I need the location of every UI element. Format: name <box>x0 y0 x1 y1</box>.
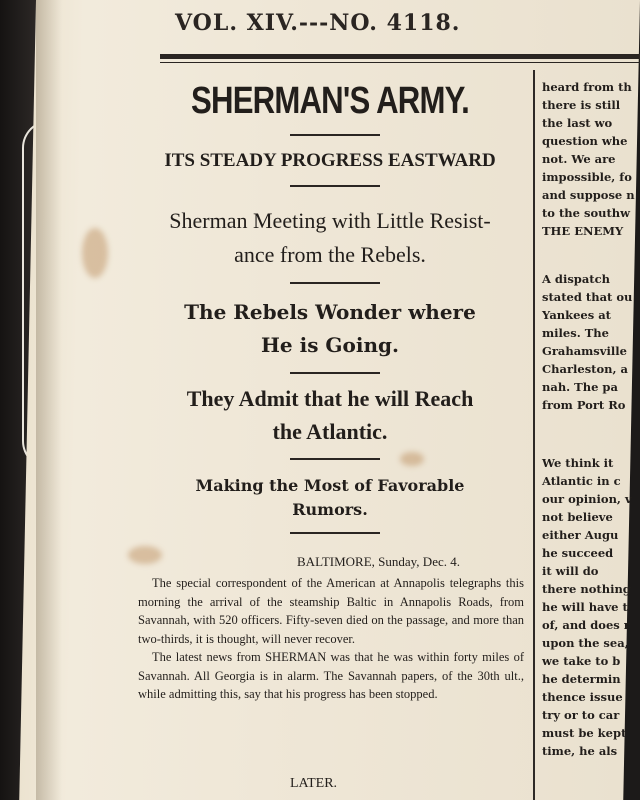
column-line: of, and does r <box>542 618 630 632</box>
adjacent-column <box>542 78 640 760</box>
column-line: try or to car <box>542 708 620 722</box>
column-line: time, he als <box>542 744 618 758</box>
divider <box>290 532 380 534</box>
column-line: and suppose n <box>542 188 635 202</box>
divider <box>290 458 380 460</box>
column-line: he succeed <box>542 546 614 560</box>
deck-2-line-2: ance from the Rebels. <box>234 242 426 267</box>
column-line: We think it <box>542 456 614 470</box>
dateline: BALTIMORE, Sunday, Dec. 4. <box>297 554 460 569</box>
column-line: Yankees at <box>542 308 611 322</box>
column-line: not. We are <box>542 152 616 166</box>
column-line: question whe <box>542 134 628 148</box>
deck-5-line-1: Making the Most of Favorable <box>195 476 465 495</box>
deck-4-line-1: They Admit that he will Reach <box>186 386 474 411</box>
deck-3-line-2: He is Going. <box>261 333 399 357</box>
divider <box>290 282 380 284</box>
column-line: A dispatch <box>542 272 610 286</box>
deck-3-line-1: The Rebels Wonder where <box>184 300 476 324</box>
divider <box>290 185 380 187</box>
column-line: Atlantic in c <box>542 474 621 488</box>
headline: SHERMAN'S ARMY. <box>191 80 469 122</box>
deck-4 <box>130 382 530 448</box>
column-line: thence issue <box>542 690 623 704</box>
deck-5 <box>130 474 530 522</box>
deck-3 <box>130 296 530 362</box>
column-line: we take to b <box>542 654 621 668</box>
deck-2-line-1: Sherman Meeting with Little Resist- <box>169 208 491 233</box>
column-rule <box>533 70 535 800</box>
subhead-later: LATER. <box>290 776 338 791</box>
column-line: nah. The pa <box>542 380 618 394</box>
column-line: to the southw <box>542 206 631 220</box>
foxing-stain <box>128 546 162 564</box>
column-line: upon the sea, <box>542 636 629 650</box>
column-line: the last wo <box>542 116 613 130</box>
column-line: heard from th <box>542 80 632 94</box>
column-line: impossible, fo <box>542 170 632 184</box>
column-line: must be kept <box>542 726 627 740</box>
divider <box>290 372 380 374</box>
deck-5-line-2: Rumors. <box>292 500 368 519</box>
column-line: miles. The <box>542 326 609 340</box>
deck-2 <box>130 204 530 272</box>
column-line: he determin <box>542 672 621 686</box>
column-line: from Port Ro <box>542 398 626 412</box>
column-line: there nothing <box>542 582 631 596</box>
column-line: stated that ou <box>542 290 633 304</box>
column-line: either Augu <box>542 528 619 542</box>
column-line: it will do <box>542 564 599 578</box>
foxing-stain <box>82 228 108 278</box>
column-line: Charleston, a <box>542 362 628 376</box>
page-fold-shadow <box>36 0 62 800</box>
column-line: not believe <box>542 510 613 524</box>
paragraph: The latest news from SHERMAN was that he was within forty miles of Savannah. All Georgia is in alarm. The Savannah papers, of the 30th ult., while admitting this, say that his progress has been stopped. <box>138 650 524 701</box>
masthead-rule <box>160 54 640 59</box>
paragraph: The special correspondent of the American at Annapolis telegraphs this morning the arrival of the steamship Baltic in Annapolis Roads, from Savannah, with 520 officers. Fifty-seven died on the passage, and more than two-thirds, it is thought, will never recover. <box>138 576 524 646</box>
article-body <box>138 574 524 704</box>
masthead-rule-thin <box>160 62 640 63</box>
spacer <box>542 240 640 270</box>
divider <box>290 134 380 136</box>
foxing-stain <box>400 452 424 466</box>
column-line: Grahamsville <box>542 344 627 358</box>
column-line: THE ENEMY <box>542 224 624 238</box>
spacer <box>542 414 640 454</box>
deck-1: ITS STEADY PROGRESS EASTWARD <box>164 150 496 171</box>
column-line: there is still <box>542 98 621 112</box>
column-line: our opinion, v <box>542 492 632 506</box>
column-line: he will have t <box>542 600 628 614</box>
issue-number: VOL. XIV.---NO. 4118. <box>175 10 461 36</box>
deck-4-line-2: the Atlantic. <box>272 419 388 444</box>
